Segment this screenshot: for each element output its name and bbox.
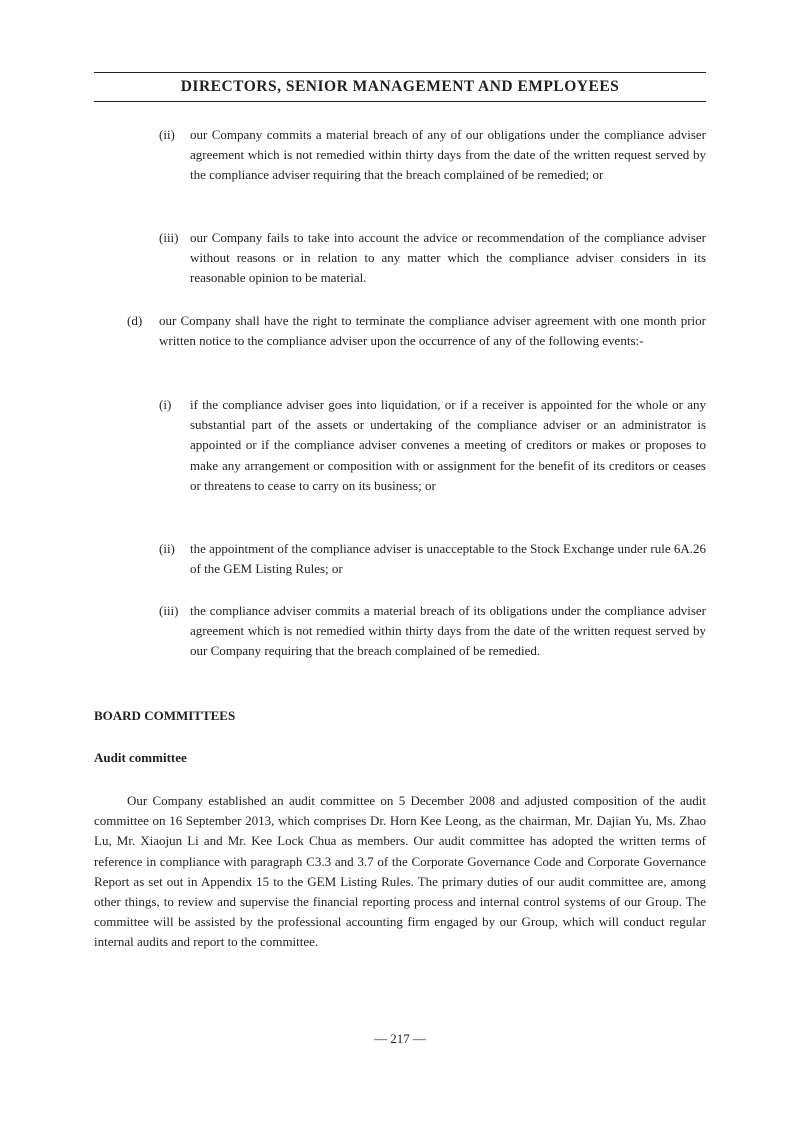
page-header-title: DIRECTORS, SENIOR MANAGEMENT AND EMPLOYEES (180, 78, 620, 95)
section-heading: BOARD COMMITTEES (94, 708, 236, 723)
header-top-rule (94, 72, 706, 73)
item-label: (ii) (159, 541, 175, 556)
item-label: (ii) (159, 127, 175, 142)
item-text: our Company commits a material breach of any of our obligations under the compliance adviser agreement which is not remedied within thirty days from the date of the written request served by the compliance adviser requiring that the breach complained of be remedied; or (190, 127, 706, 183)
item-label: (i) (159, 397, 172, 412)
audit-committee-paragraph: Our Company established an audit committee on 5 December 2008 and adjusted composition of the audit committee on 16 September 2013, which comprises Dr. Horn Kee Leong, as the chairman, Mr. Dajian Yu, Ms. Zhao Lu, Mr. Xiaojun Li and Mr. Kee Lock Chua as members. Our audit committee has adopted the written terms of reference in compliance with paragraph C3.3 and 3.7 of the Corporate Governance Code and Corporate Governance Report as set out in Appendix 15 to the GEM Listing Rules. The primary duties of our audit committee are, among other things, to review and supervise the financial reporting process and internal control systems of our Group. The committee will be assisted by the professional accounting firm engaged by our Group, which will conduct regular internal audits and report to the committee. (94, 793, 706, 950)
item-text: our Company fails to take into account the advice or recommendation of the compliance adviser without reasons or in relation to any matter which the compliance adviser considers in its reasonable opinion to be material. (190, 230, 706, 286)
item-label: (d) (127, 313, 143, 328)
page-number: — 217 — (374, 1031, 426, 1046)
item-text: the appointment of the compliance adviser is unacceptable to the Stock Exchange under rule 6A.26 of the GEM Listing Rules; or (190, 541, 706, 577)
subsection-heading: Audit committee (94, 750, 187, 765)
item-label: (iii) (159, 603, 179, 618)
header-bottom-rule (94, 101, 706, 102)
item-text: our Company shall have the right to terminate the compliance adviser agreement with one month prior written notice to the compliance adviser upon the occurrence of any of the following events:- (159, 313, 706, 349)
item-label: (iii) (159, 230, 179, 245)
item-text: the compliance adviser commits a material breach of its obligations under the compliance adviser agreement which is not remedied within thirty days from the date of the written request served by our Company requiring that the breach complained of be remedied. (190, 603, 706, 659)
item-text: if the compliance adviser goes into liquidation, or if a receiver is appointed for the whole or any substantial part of the assets or undertaking of the compliance adviser or an administrator is appointed or if the compliance adviser convenes a meeting of creditors or makes or proposes to make any arrangement or composition with or assignment for the benefit of its creditors or ceases or threatens to cease to carry on its business; or (190, 397, 706, 493)
